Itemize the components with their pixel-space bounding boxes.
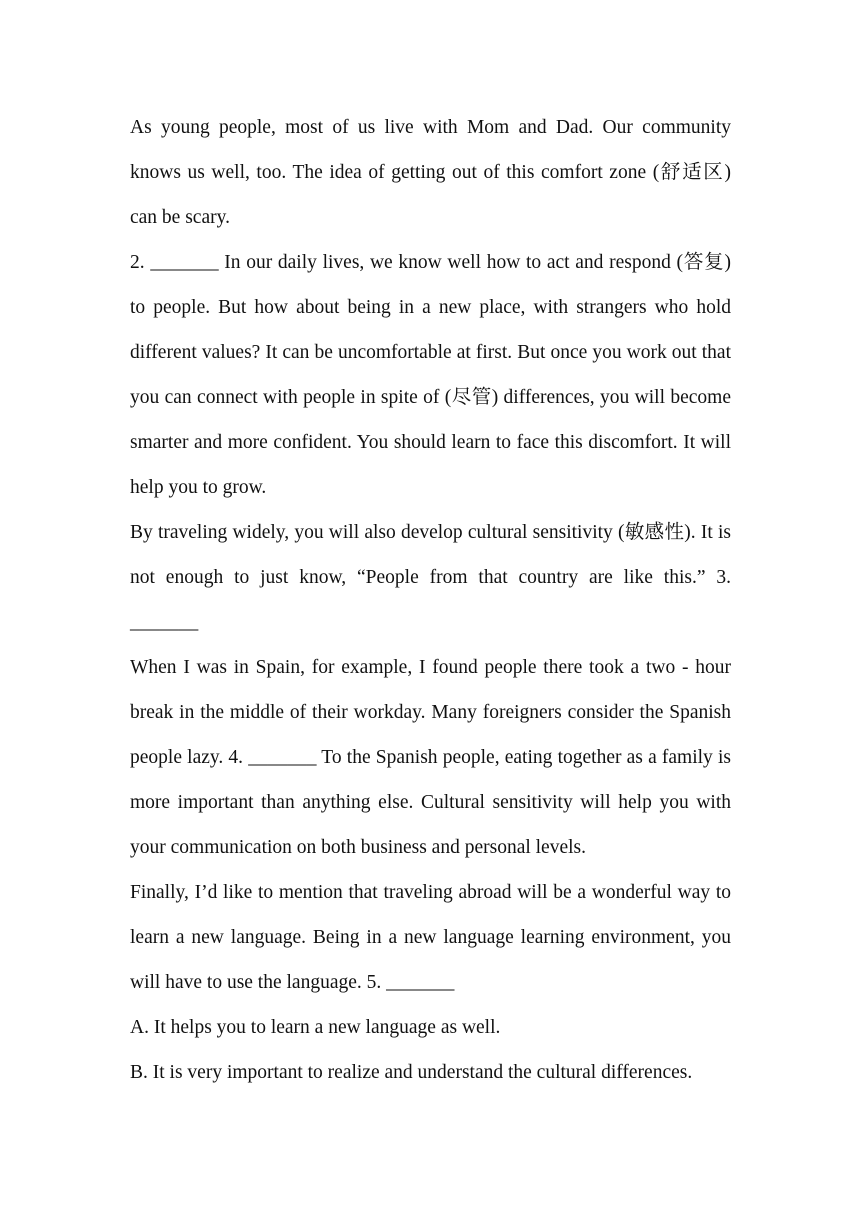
paragraph-question-3: By traveling widely, you will also develop cultural sensitivity (敏感性). It is not enough to just know, “People from that country are like this.” 3. _______	[130, 522, 731, 633]
option-a: A. It helps you to learn a new language as well.	[130, 1017, 501, 1038]
paragraph-comfort-zone: As young people, most of us live with Mom and Dad. Our community knows us well, too. The idea of getting out of this comfort zone (舒适区) can be scary.	[130, 117, 731, 228]
passage-body	[130, 105, 731, 1095]
paragraph-question-4: When I was in Spain, for example, I found people there took a two - hour break in the middle of their workday. Many foreigners consider the Spanish people lazy. 4. _______ To the Spanish people, eating together as a family is more important than anything else. Cultural sensitivity will help you with your communication on both business and personal levels.	[130, 657, 731, 858]
paragraph-question-2: 2. _______ In our daily lives, we know well how to act and respond (答复) to people. But how about being in a new place, with strangers who hold different values? It can be uncomfortable at first. But once you work out that you can connect with people in spite of (尽管) differences, you will become smarter and more confident. You should learn to face this discomfort. It will help you to grow.	[130, 252, 731, 498]
option-b: B. It is very important to realize and understand the cultural differences.	[130, 1062, 693, 1083]
paragraph-question-5: Finally, I’d like to mention that traveling abroad will be a wonderful way to learn a new language. Being in a new language learning environment, you will have to use the language. 5. _______	[130, 882, 731, 993]
